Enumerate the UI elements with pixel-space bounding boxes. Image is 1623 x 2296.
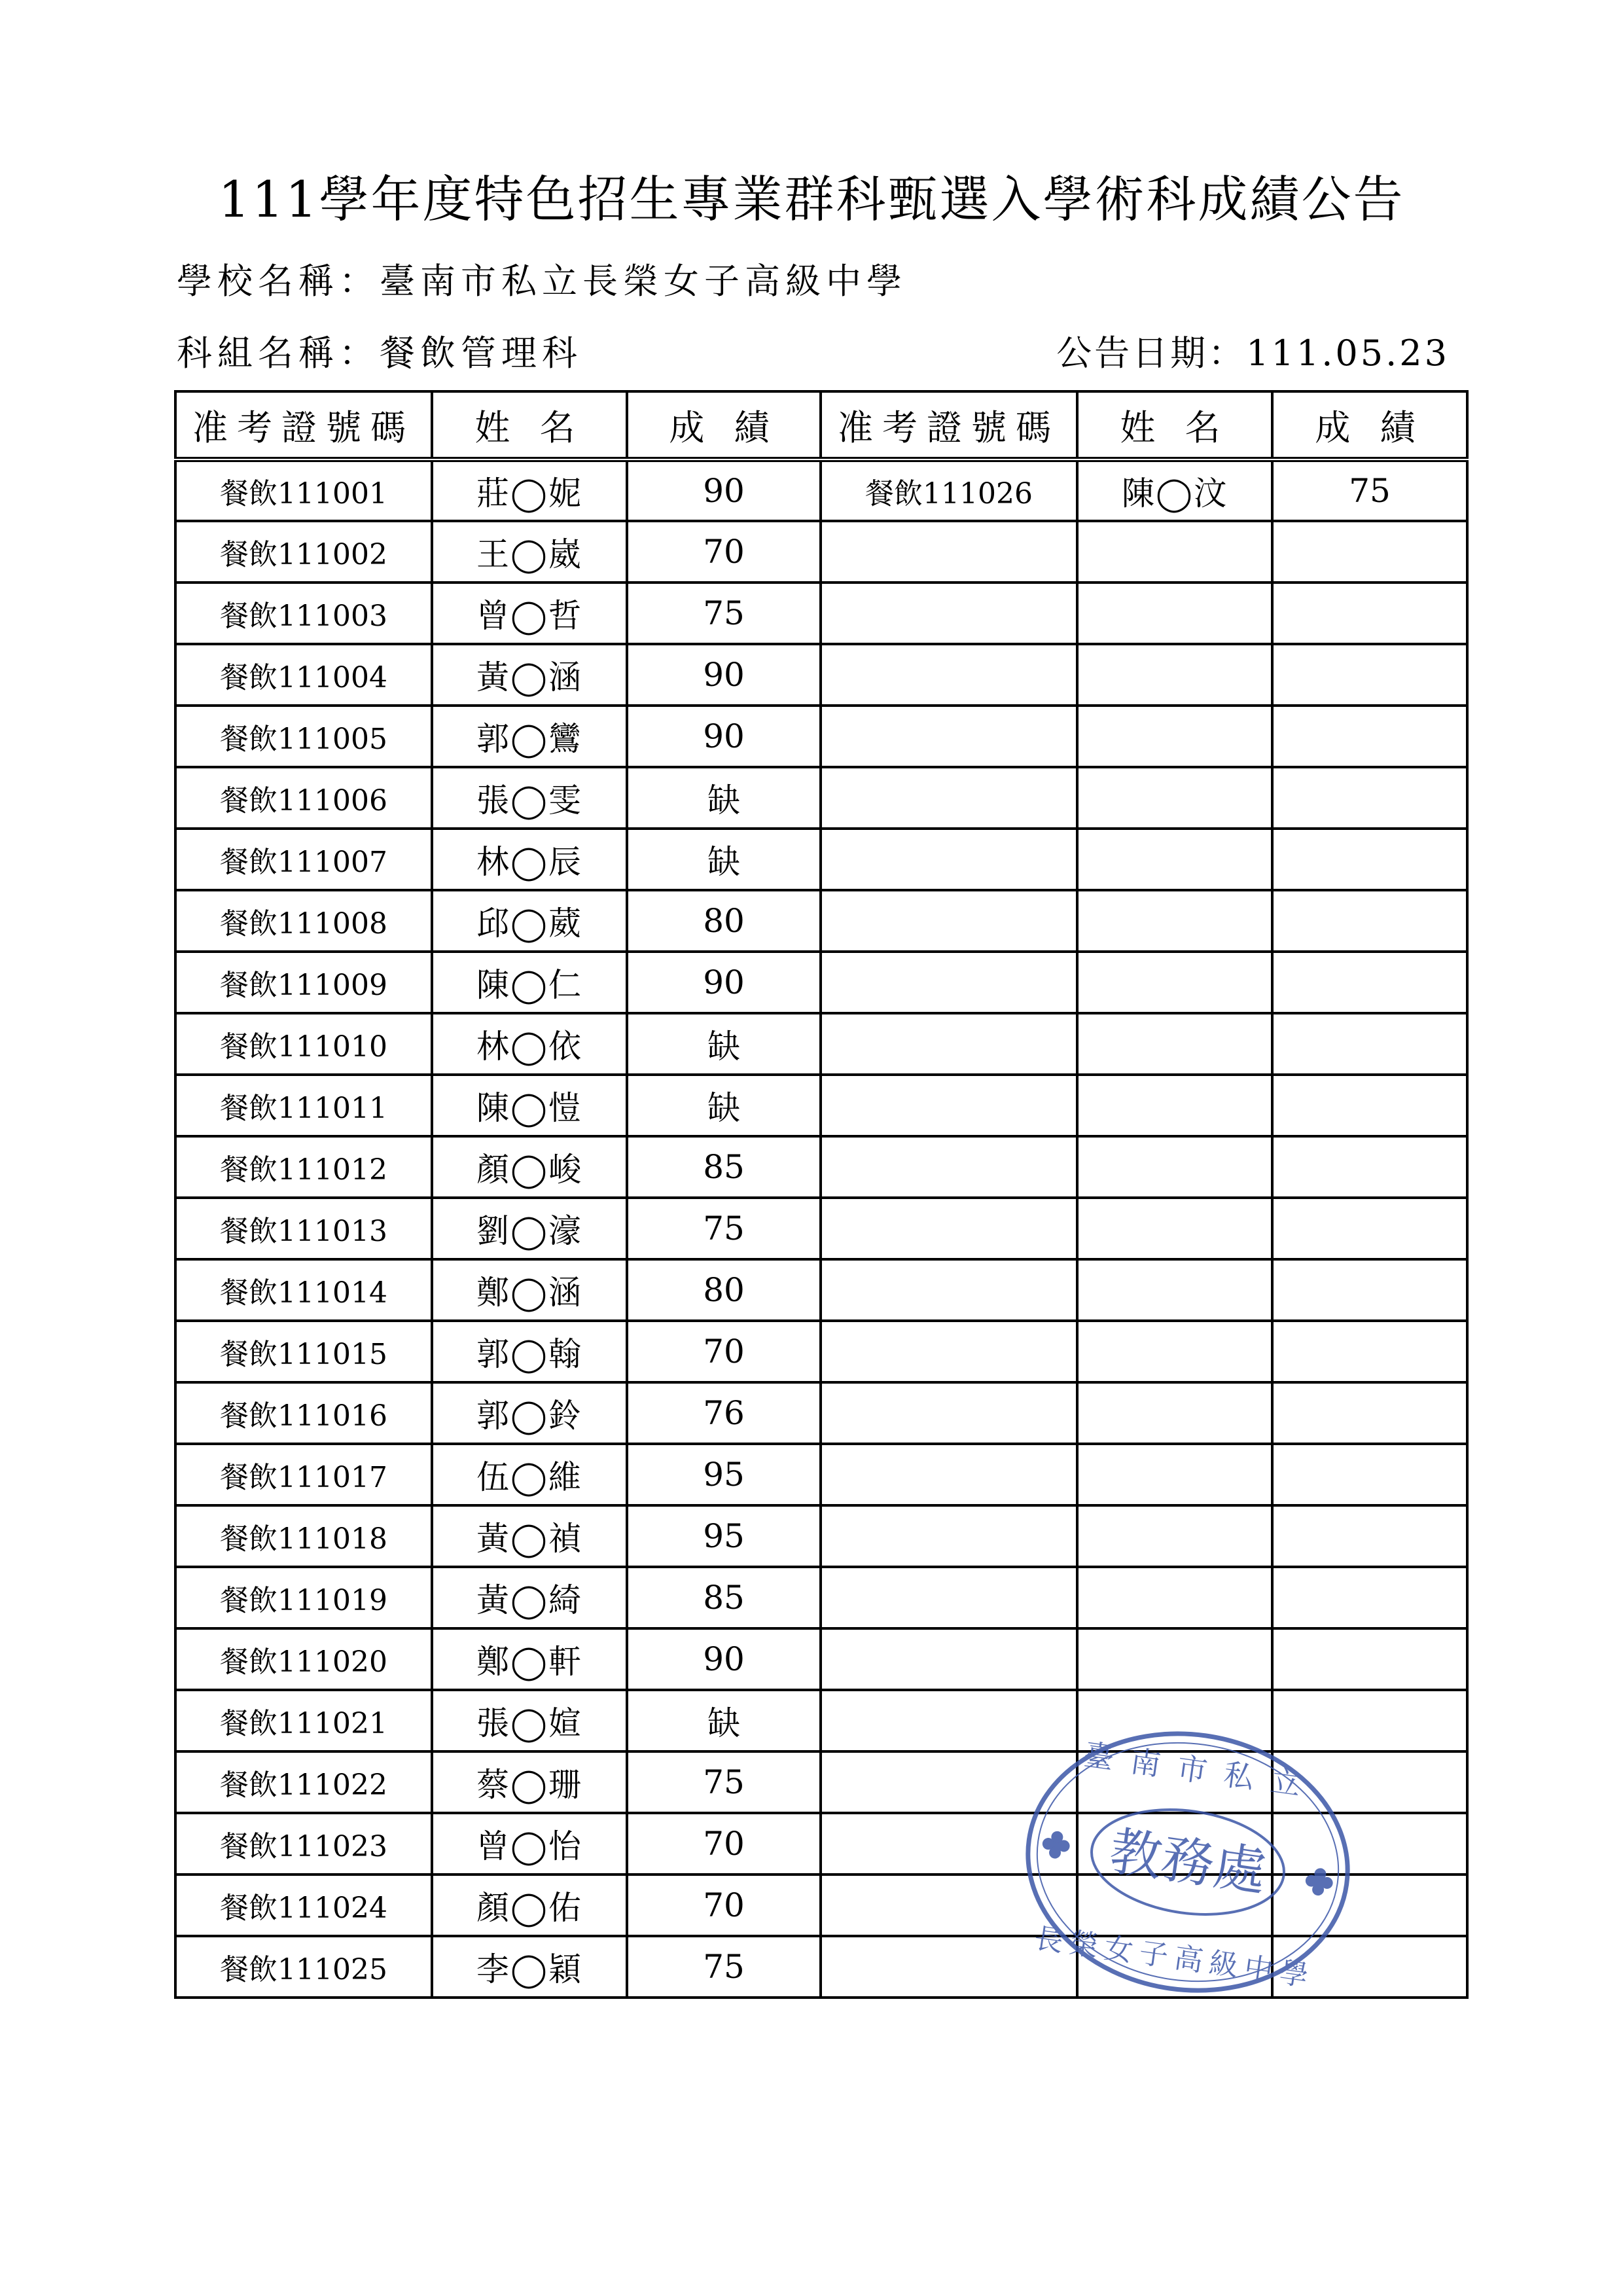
left-score-cell: 70 <box>627 1874 821 1936</box>
right-score-cell <box>1272 1321 1467 1382</box>
right-exam-id-cell <box>821 1382 1077 1444</box>
left-score-cell: 90 <box>627 952 821 1013</box>
right-name-cell <box>1077 1567 1272 1628</box>
left-exam-id-cell: 餐飲111011 <box>175 1075 432 1136</box>
left-score-cell: 80 <box>627 890 821 952</box>
left-score-cell: 95 <box>627 1505 821 1567</box>
left-score-cell: 70 <box>627 1813 821 1874</box>
right-name-cell <box>1077 1321 1272 1382</box>
left-exam-id-cell: 餐飲111012 <box>175 1136 432 1198</box>
header-name: 姓 名 <box>432 391 627 459</box>
right-score-cell <box>1272 1198 1467 1259</box>
left-exam-id-cell: 餐飲111006 <box>175 767 432 829</box>
left-exam-id-cell: 餐飲111021 <box>175 1690 432 1751</box>
left-name-cell: 王◯崴 <box>432 521 627 583</box>
left-exam-id-cell: 餐飲111001 <box>175 459 432 521</box>
right-exam-id-cell <box>821 1444 1077 1505</box>
left-exam-id-cell: 餐飲111003 <box>175 583 432 644</box>
left-exam-id-cell: 餐飲111004 <box>175 644 432 706</box>
department-name-line: 科組名稱：餐飲管理科 <box>177 332 582 374</box>
left-name-cell: 黃◯涵 <box>432 644 627 706</box>
right-score-cell <box>1272 952 1467 1013</box>
left-exam-id-cell: 餐飲111007 <box>175 829 432 890</box>
left-name-cell: 劉◯濠 <box>432 1198 627 1259</box>
office-seal <box>1003 1703 1372 2022</box>
svg-text:長榮女子高級中學: 長榮女子高級中學 <box>1032 1921 1317 1994</box>
left-exam-id-cell: 餐飲111013 <box>175 1198 432 1259</box>
left-name-cell: 郭◯鸞 <box>432 706 627 767</box>
left-exam-id-cell: 餐飲111022 <box>175 1751 432 1813</box>
right-exam-id-cell <box>821 1567 1077 1628</box>
right-name-cell <box>1077 1136 1272 1198</box>
left-exam-id-cell: 餐飲111010 <box>175 1013 432 1075</box>
left-name-cell: 林◯辰 <box>432 829 627 890</box>
left-score-cell: 70 <box>627 1321 821 1382</box>
right-score-cell <box>1272 829 1467 890</box>
right-score-cell <box>1272 1382 1467 1444</box>
left-name-cell: 曾◯哲 <box>432 583 627 644</box>
right-exam-id-cell: 餐飲111026 <box>821 459 1077 521</box>
table-row <box>175 1259 1467 1321</box>
right-score-cell <box>1272 1075 1467 1136</box>
right-name-cell <box>1077 829 1272 890</box>
left-name-cell: 邱◯葳 <box>432 890 627 952</box>
right-score-cell <box>1272 890 1467 952</box>
left-exam-id-cell: 餐飲111020 <box>175 1628 432 1690</box>
table-row <box>175 583 1467 644</box>
table-row <box>175 1136 1467 1198</box>
table-row <box>175 1198 1467 1259</box>
right-name-cell <box>1077 521 1272 583</box>
table-row <box>175 521 1467 583</box>
left-score-cell: 75 <box>627 1198 821 1259</box>
right-name-cell <box>1077 1382 1272 1444</box>
right-score-cell <box>1272 1505 1467 1567</box>
right-exam-id-cell <box>821 829 1077 890</box>
table-row <box>175 1567 1467 1628</box>
right-exam-id-cell <box>821 521 1077 583</box>
left-name-cell: 顏◯峻 <box>432 1136 627 1198</box>
right-score-cell <box>1272 644 1467 706</box>
right-score-cell <box>1272 1628 1467 1690</box>
left-name-cell: 曾◯怡 <box>432 1813 627 1874</box>
right-score-cell <box>1272 521 1467 583</box>
right-exam-id-cell <box>821 952 1077 1013</box>
table-row <box>175 644 1467 706</box>
left-score-cell: 缺 <box>627 1075 821 1136</box>
left-score-cell: 75 <box>627 583 821 644</box>
table-row <box>175 1628 1467 1690</box>
left-score-cell: 85 <box>627 1567 821 1628</box>
right-score-cell <box>1272 1567 1467 1628</box>
left-exam-id-cell: 餐飲111024 <box>175 1874 432 1936</box>
seal-stamp-image <box>1003 1703 1372 2022</box>
left-score-cell: 76 <box>627 1382 821 1444</box>
left-exam-id-cell: 餐飲111002 <box>175 521 432 583</box>
table-row <box>175 1075 1467 1136</box>
right-score-cell <box>1272 1013 1467 1075</box>
left-exam-id-cell: 餐飲111017 <box>175 1444 432 1505</box>
left-exam-id-cell: 餐飲111023 <box>175 1813 432 1874</box>
right-score-cell <box>1272 706 1467 767</box>
left-name-cell: 鄭◯軒 <box>432 1628 627 1690</box>
left-score-cell: 缺 <box>627 1690 821 1751</box>
right-name-cell <box>1077 1628 1272 1690</box>
right-name-cell <box>1077 583 1272 644</box>
left-exam-id-cell: 餐飲111008 <box>175 890 432 952</box>
left-name-cell: 郭◯翰 <box>432 1321 627 1382</box>
right-exam-id-cell <box>821 1505 1077 1567</box>
left-exam-id-cell: 餐飲111005 <box>175 706 432 767</box>
left-name-cell: 黃◯綺 <box>432 1567 627 1628</box>
left-score-cell: 95 <box>627 1444 821 1505</box>
left-name-cell: 陳◯仁 <box>432 952 627 1013</box>
right-exam-id-cell <box>821 1136 1077 1198</box>
left-exam-id-cell: 餐飲111015 <box>175 1321 432 1382</box>
table-row <box>175 767 1467 829</box>
left-score-cell: 缺 <box>627 767 821 829</box>
right-score-cell <box>1272 767 1467 829</box>
left-name-cell: 顏◯佑 <box>432 1874 627 1936</box>
left-name-cell: 李◯穎 <box>432 1936 627 1998</box>
table-row <box>175 1321 1467 1382</box>
left-exam-id-cell: 餐飲111019 <box>175 1567 432 1628</box>
left-score-cell: 90 <box>627 706 821 767</box>
right-exam-id-cell <box>821 1259 1077 1321</box>
table-header-row <box>175 391 1467 459</box>
left-exam-id-cell: 餐飲111009 <box>175 952 432 1013</box>
table-row <box>175 952 1467 1013</box>
announcement-date: 公告日期：111.05.23 <box>1056 332 1450 374</box>
left-score-cell: 85 <box>627 1136 821 1198</box>
school-name-line: 學校名稱：臺南市私立長榮女子高級中學 <box>177 260 907 302</box>
left-score-cell: 缺 <box>627 829 821 890</box>
left-exam-id-cell: 餐飲111018 <box>175 1505 432 1567</box>
right-name-cell <box>1077 1075 1272 1136</box>
right-exam-id-cell <box>821 1321 1077 1382</box>
right-name-cell <box>1077 706 1272 767</box>
right-score-cell: 75 <box>1272 459 1467 521</box>
right-name-cell <box>1077 767 1272 829</box>
svg-text:教務處: 教務處 <box>1105 1820 1270 1903</box>
left-name-cell: 林◯依 <box>432 1013 627 1075</box>
left-score-cell: 90 <box>627 1628 821 1690</box>
right-exam-id-cell <box>821 890 1077 952</box>
left-score-cell: 缺 <box>627 1013 821 1075</box>
table-row <box>175 1505 1467 1567</box>
right-name-cell <box>1077 952 1272 1013</box>
right-score-cell <box>1272 1444 1467 1505</box>
left-exam-id-cell: 餐飲111025 <box>175 1936 432 1998</box>
right-name-cell <box>1077 1013 1272 1075</box>
left-score-cell: 90 <box>627 459 821 521</box>
table-row <box>175 459 1467 521</box>
right-exam-id-cell <box>821 583 1077 644</box>
table-row <box>175 1444 1467 1505</box>
left-name-cell: 郭◯鈴 <box>432 1382 627 1444</box>
left-name-cell: 伍◯維 <box>432 1444 627 1505</box>
right-name-cell: 陳◯汶 <box>1077 459 1272 521</box>
right-name-cell <box>1077 1505 1272 1567</box>
left-exam-id-cell: 餐飲111014 <box>175 1259 432 1321</box>
right-name-cell <box>1077 890 1272 952</box>
header-name-right: 姓 名 <box>1077 391 1272 459</box>
left-name-cell: 陳◯愷 <box>432 1075 627 1136</box>
left-score-cell: 75 <box>627 1751 821 1813</box>
header-score-right: 成 績 <box>1272 391 1467 459</box>
left-name-cell: 鄭◯涵 <box>432 1259 627 1321</box>
svg-text:臺南市私立: 臺南市私立 <box>1081 1736 1320 1805</box>
right-exam-id-cell <box>821 1628 1077 1690</box>
right-name-cell <box>1077 644 1272 706</box>
right-score-cell <box>1272 1259 1467 1321</box>
right-exam-id-cell <box>821 1075 1077 1136</box>
left-exam-id-cell: 餐飲111016 <box>175 1382 432 1444</box>
right-exam-id-cell <box>821 1013 1077 1075</box>
right-score-cell <box>1272 1136 1467 1198</box>
right-exam-id-cell <box>821 767 1077 829</box>
right-exam-id-cell <box>821 706 1077 767</box>
right-score-cell <box>1272 583 1467 644</box>
left-score-cell: 90 <box>627 644 821 706</box>
left-name-cell: 莊◯妮 <box>432 459 627 521</box>
header-score: 成 績 <box>627 391 821 459</box>
header-exam-id: 准考證號碼 <box>175 391 432 459</box>
table-row <box>175 706 1467 767</box>
table-row <box>175 890 1467 952</box>
right-name-cell <box>1077 1198 1272 1259</box>
right-name-cell <box>1077 1444 1272 1505</box>
left-name-cell: 張◯雯 <box>432 767 627 829</box>
left-name-cell: 蔡◯珊 <box>432 1751 627 1813</box>
right-exam-id-cell <box>821 644 1077 706</box>
table-row <box>175 1382 1467 1444</box>
left-score-cell: 70 <box>627 521 821 583</box>
page-title: 111學年度特色招生專業群科甄選入學術科成績公告 <box>218 170 1405 228</box>
left-name-cell: 黃◯禎 <box>432 1505 627 1567</box>
right-exam-id-cell <box>821 1198 1077 1259</box>
left-score-cell: 80 <box>627 1259 821 1321</box>
left-name-cell: 張◯媗 <box>432 1690 627 1751</box>
right-name-cell <box>1077 1259 1272 1321</box>
table-row <box>175 829 1467 890</box>
header-exam-id-right: 准考證號碼 <box>821 391 1077 459</box>
left-score-cell: 75 <box>627 1936 821 1998</box>
table-row <box>175 1013 1467 1075</box>
